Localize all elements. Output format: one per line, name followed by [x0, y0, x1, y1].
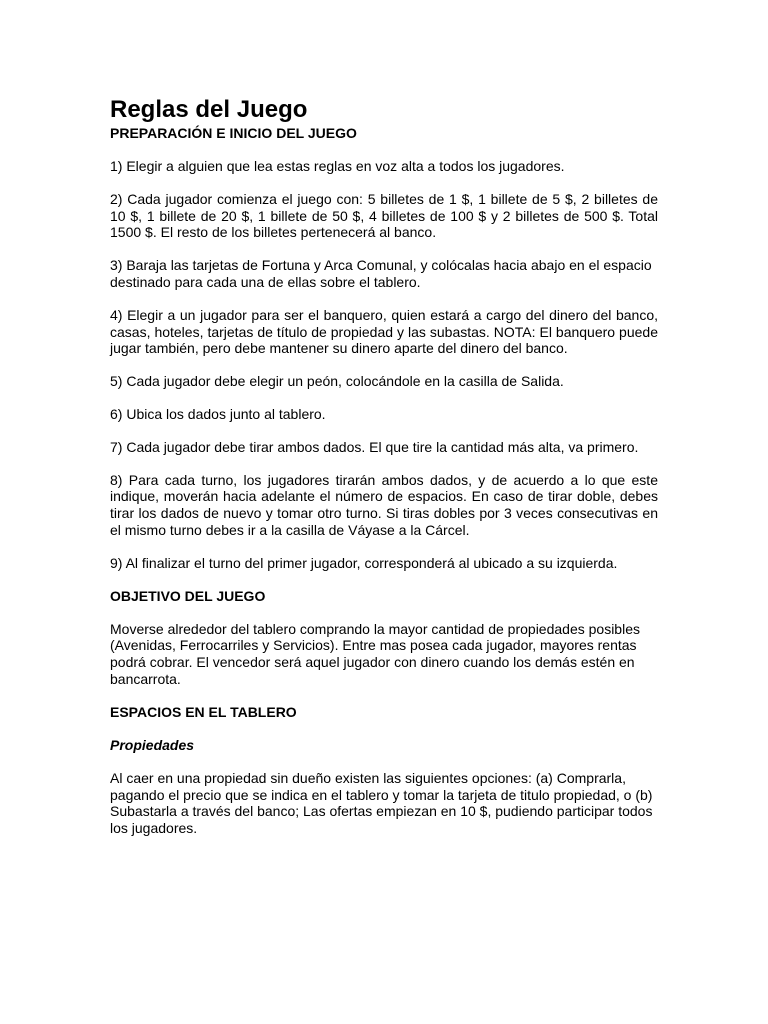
rule-1: 1) Elegir a alguien que lea estas reglas en voz alta a todos los jugadores.: [110, 158, 565, 174]
section-heading-setup: PREPARACIÓN E INICIO DEL JUEGO: [110, 125, 357, 141]
rule-6: 6) Ubica los dados junto al tablero.: [110, 405, 326, 422]
properties-text: Al caer en una propiedad sin dueño existen las siguientes opciones: (a) Comprarla, pagando el precio que se indica en el tablero y tomar la tarjeta de titulo propiedad, o (b) Subastarla a través del banco; Las ofertas empiezan en 10 $, pudiendo participar todos los jugadores.: [110, 769, 653, 837]
rule-4: 4) Elegir a un jugador para ser el banquero, quien estará a cargo del dinero del banco, casas, hoteles, tarjetas de título de propiedad y las subastas. NOTA: El banquero puede jugar también, pero debe mantener su dinero aparte del dinero del banco.: [110, 306, 658, 357]
section-heading-board-spaces: ESPACIOS EN EL TABLERO: [110, 703, 297, 720]
rule-5: 5) Cada jugador debe elegir un peón, colocándole en la casilla de Salida.: [110, 373, 564, 390]
rule-2: 2) Cada jugador comienza el juego con: 5 billetes de 1 $, 1 billete de 5 $, 2 billetes de 10 $, 1 billete de 20 $, 1 billete de 50 $, 4 billetes de 100 $ y 2 billetes de 500 $. Total 1500 $. El resto de los billetes pertenecerá al banco.: [110, 190, 658, 241]
document-page: [110, 96, 658, 853]
rule-7: 7) Cada jugador debe tirar ambos dados. El que tire la cantidad más alta, va primero.: [110, 438, 639, 455]
rule-9: 9) Al finalizar el turno del primer jugador, corresponderá al ubicado a su izquierda.: [110, 554, 618, 571]
subheading-properties: Propiedades: [110, 736, 195, 753]
section-heading-objective: OBJETIVO DEL JUEGO: [110, 587, 266, 604]
rule-3: 3) Baraja las tarjetas de Fortuna y Arca Comunal, y colócalas hacia abajo en el espacio destinado para cada una de ellas sobre el tablero.: [110, 257, 652, 290]
document-title: Reglas del Juego: [110, 96, 308, 123]
rule-8: 8) Para cada turno, los jugadores tirarán ambos dados, y de acuerdo a lo que este indique, moverán hacia adelante el número de espacios. En caso de tirar doble, debes tirar los dados de nuevo y tomar otro turno. Si tiras dobles por 3 veces consecutivas en el mismo turno debes ir a la casilla de Váyase a la Cárcel.: [110, 471, 658, 538]
objective-text: Moverse alrededor del tablero comprando la mayor cantidad de propiedades posibles (Avenidas, Ferrocarriles y Servicios). Entre mas posea cada jugador, mayores rentas podrá cobrar. El vencedor será aquel jugador con dinero cuando los demás estén en bancarrota.: [110, 620, 640, 687]
